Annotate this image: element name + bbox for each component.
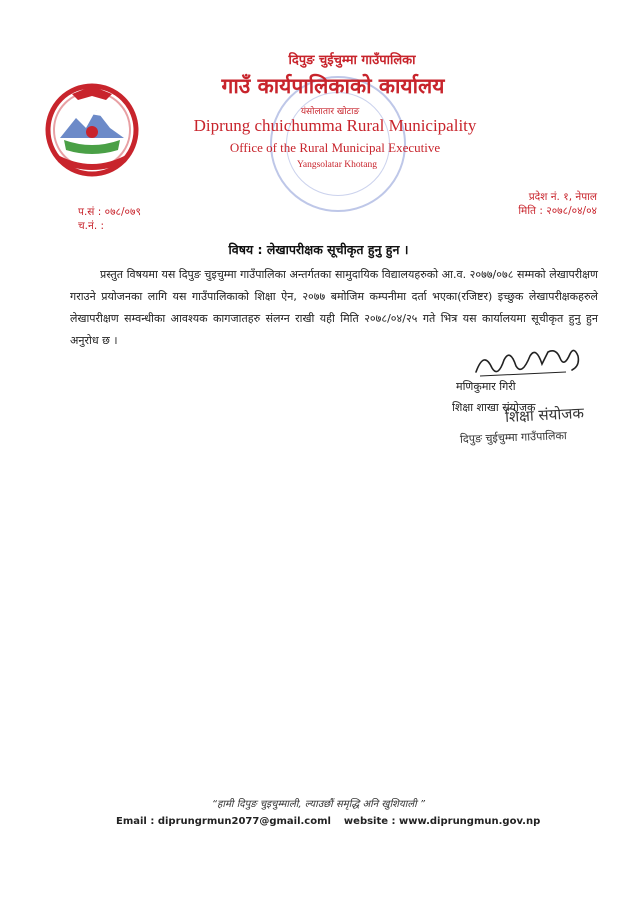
dispatch-number: च.नं. :	[78, 220, 105, 232]
letterhead-municipality-english: Diprung chuichumma Rural Municipality	[193, 116, 477, 135]
email-address[interactable]: diprungrmun2077@gmail.coml	[157, 816, 331, 827]
letter-subject: विषय : लेखापरीक्षक सूचीकृत हुनु हुन ।	[228, 242, 409, 257]
website-label: website :	[343, 816, 396, 827]
letter-body	[70, 264, 598, 352]
date-block	[518, 190, 597, 218]
letterhead-location-nepali: यंसोलातार खोटाङ	[300, 107, 360, 117]
signature-scribble-icon	[470, 342, 585, 382]
footer-contact	[116, 816, 616, 827]
email-label: Email :	[116, 816, 155, 827]
signatory-title: शिक्षा शाखा संयोजक	[452, 401, 536, 414]
reference-number: प.सं : ०७८/०७९	[78, 206, 141, 218]
letter-date: मिति : २०७८/०४/०४	[518, 205, 597, 217]
body-paragraph: प्रस्तुत विषयमा यस दिपुङ चुइचुम्मा गाउँपालिका अन्तर्गतका सामुदायिक विद्यालयहरुको आ.व. २०७७/०७८ सम्मको लेखापरीक्षण गराउने प्रयोजनका लागि यस गाउँपालिकाको शिक्षा ऐन, २०७७ बमोजिम कम्पनीमा दर्ता भएका(रजिष्टर) इच्छुक लेखापरीक्षकहरुले लेखापरीक्षण सम्वन्धीका आवश्यक कागजातहरु संलग्न राखी यही मिति २०७८/०४/२५ गते भित्र यस कार्यालयमा सूचीकृत हुनु हुन अनुरोध छ ।	[70, 268, 598, 347]
reference-block	[78, 205, 141, 233]
nepal-emblem-icon	[42, 78, 142, 178]
signature-stamp-title: शिक्षा संयोजक	[504, 403, 585, 427]
letterhead-office-english: Office of the Rural Municipal Executive	[229, 140, 441, 155]
letterhead-office-nepali: गाउँ कार्यपालिकाको कार्यालय	[221, 74, 445, 98]
province-label: प्रदेश नं. १, नेपाल	[528, 191, 597, 203]
website-url[interactable]: www.diprungmun.gov.np	[399, 816, 541, 827]
letterhead-location-english: Yangsolatar Khotang	[296, 160, 378, 170]
signatory-name: मणिकुमार गिरी	[456, 380, 516, 393]
signature-stamp-office: दिपुङ चुईचुम्मा गाउँपालिका	[459, 429, 567, 446]
letterhead-municipality-nepali: दिपुङ चुईचुम्मा गाउँपालिका	[288, 53, 416, 68]
footer-slogan: “हामी दिपुङ चुइचुम्माली, ल्याउछौं समृद्धि अनि खुशियाली ”	[211, 799, 426, 810]
